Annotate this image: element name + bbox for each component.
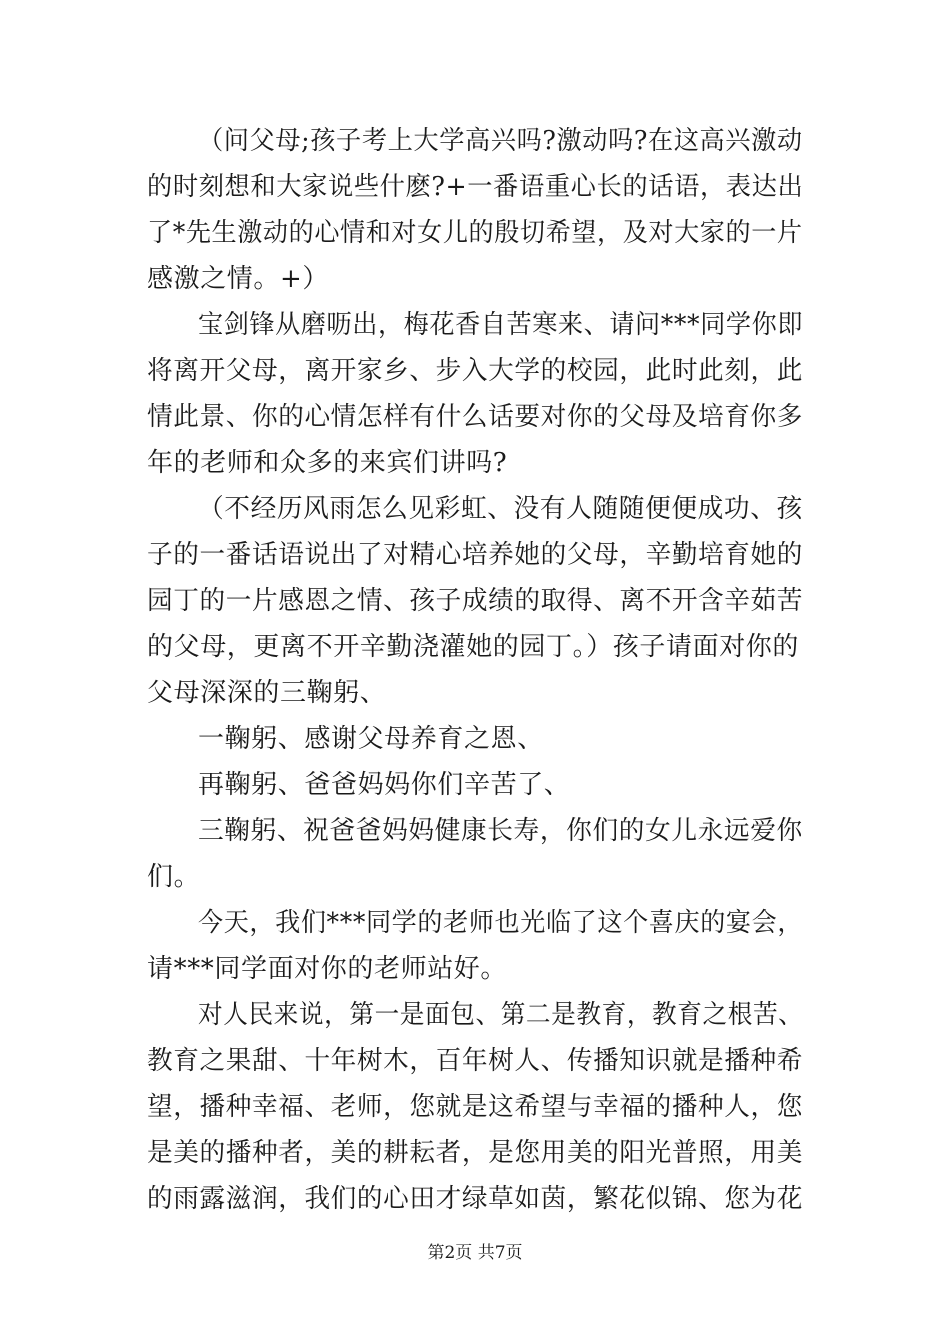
text-line: （问父母;孩子考上大学高兴吗?激动吗?在这高兴激动	[198, 126, 803, 156]
text-line: 是美的播种者，美的耕耘者，是您用美的阳光普照，用美	[147, 1138, 804, 1168]
text-line: （不经历风雨怎么见彩虹、没有人随随便便成功、孩	[198, 494, 803, 524]
page-number-footer: 第2页 共7页	[427, 1243, 523, 1263]
text-line: 园丁的一片感恩之情、孩子成绩的取得、离不开含辛茹苦	[147, 586, 804, 616]
text-line: 请***同学面对你的老师站好。	[147, 954, 508, 984]
text-line: 今天，我们***同学的老师也光临了这个喜庆的宴会，	[198, 908, 804, 938]
text-line: 年的老师和众多的来宾们讲吗?	[147, 448, 508, 478]
text-line: 望，播种幸福、老师，您就是这希望与幸福的播种人，您	[147, 1092, 804, 1122]
text-line: 对人民来说，第一是面包、第二是教育，教育之根苦、	[198, 1000, 804, 1030]
text-line: 三鞠躬、祝爸爸妈妈健康长寿，你们的女儿永远爱你	[198, 816, 803, 846]
text-line: 一鞠躬、感谢父母养育之恩、	[198, 724, 544, 754]
text-line: 将离开父母，离开家乡、步入大学的校园，此时此刻，此	[147, 356, 804, 386]
text-line: 们。	[147, 862, 201, 892]
text-line: 的父母，更离不开辛勤浇灌她的园丁。）孩子请面对你的	[147, 632, 800, 662]
text-line: 情此景、你的心情怎样有什么话要对你的父母及培育你多	[147, 402, 804, 432]
text-line: 父母深深的三鞠躬、	[147, 678, 387, 708]
text-line: 了*先生激动的心情和对女儿的殷切希望，及对大家的一片	[147, 218, 803, 248]
text-line: 再鞠躬、爸爸妈妈你们辛苦了、	[198, 770, 571, 800]
text-line: 子的一番话语说出了对精心培养她的父母，辛勤培育她的	[147, 540, 804, 570]
text-line: 的时刻想和大家说些什麽?+一番语重心长的话语，表达出	[147, 172, 804, 202]
text-line: 教育之果甜、十年树木，百年树人、传播知识就是播种希	[147, 1046, 804, 1076]
text-line: 感激之情。+）	[147, 264, 329, 294]
text-line: 的雨露滋润，我们的心田才绿草如茵，繁花似锦、您为花	[147, 1184, 804, 1214]
text-line: 宝剑锋从磨呖出，梅花香自苦寒来、请问***同学你即	[198, 310, 804, 340]
